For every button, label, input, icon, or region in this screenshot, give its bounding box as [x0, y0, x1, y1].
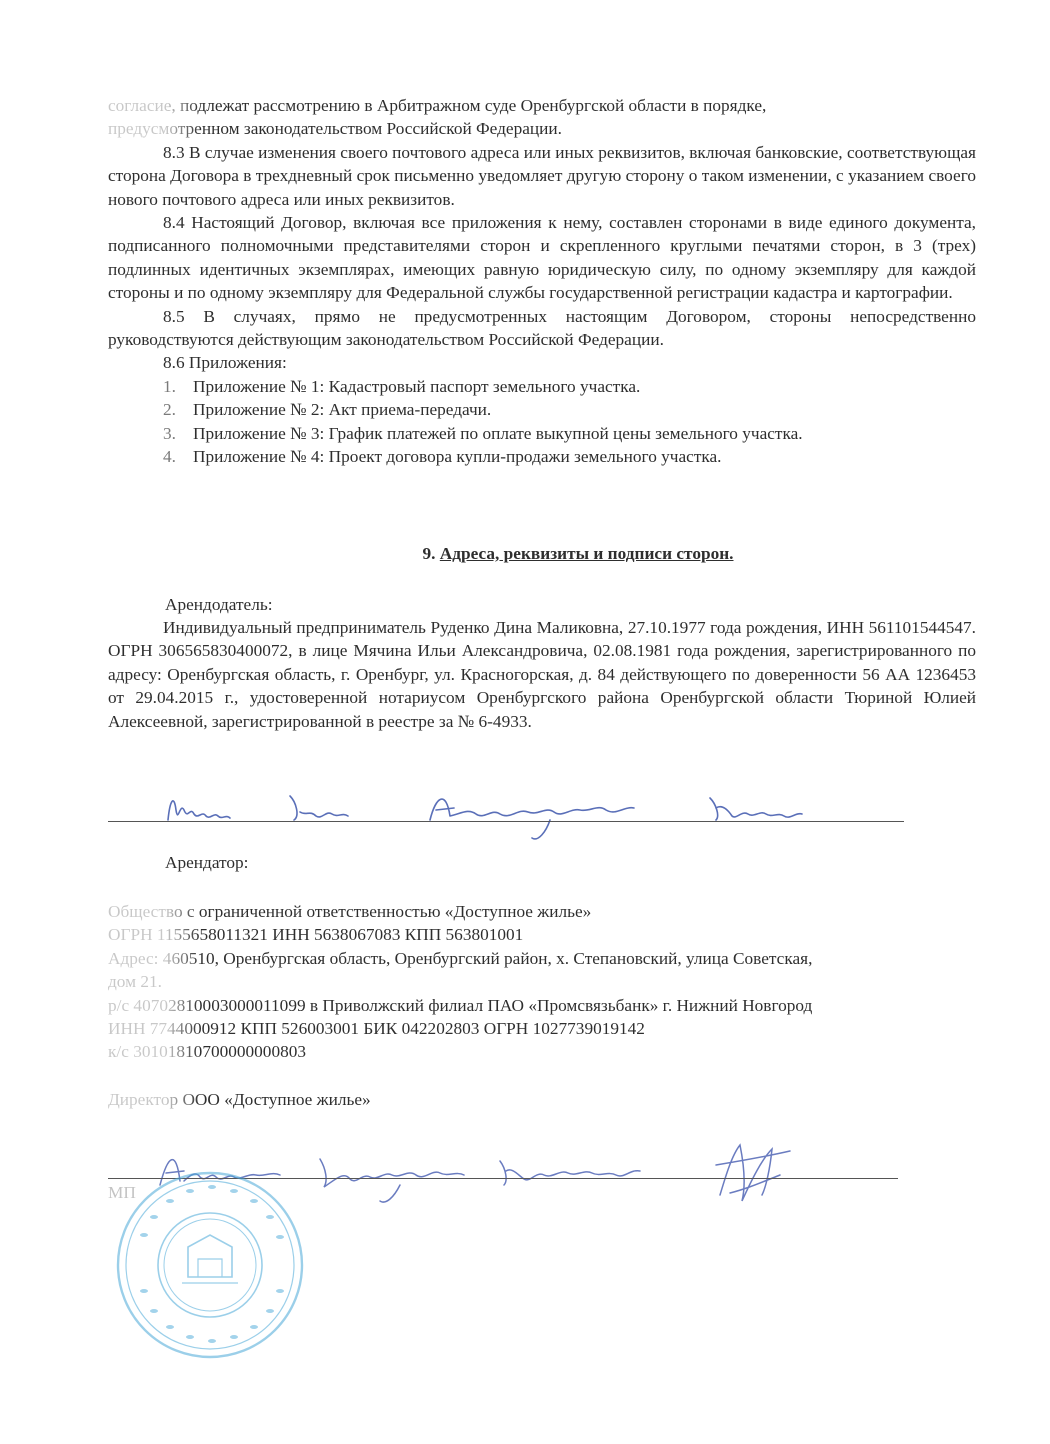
intro-line-1: согласие, подлежат рассмотрению в Арбитражном суде Оренбургской области в порядке,: [108, 94, 976, 117]
clause-8-4: 8.4 Настоящий Договор, включая все приложения к нему, составлен сторонами в виде единого документа, подписанного полномочными представителями сторон и скрепленного круглыми печатями сторон, в 3 (трех) подлинных идентичных экземплярах, имеющих равную юридическую силу, по одному экземпляру для каждой стороны и по одному экземпляру для Федеральной службы государственной регистрации кадастра и картографии.: [108, 213, 976, 303]
appendix-text: Приложение № 3: График платежей по оплате выкупной цены земельного участка.: [193, 423, 803, 443]
appendix-item-3: [108, 422, 976, 445]
appendix-number: 3.: [163, 423, 176, 443]
section-9-heading: Адреса, реквизиты и подписи сторон.: [439, 544, 734, 563]
clause-8-6: 8.6 Приложения:: [163, 353, 287, 373]
appendix-number: 4.: [163, 447, 176, 467]
landlord-signature-line: [108, 821, 904, 822]
clause-8-5: 8.5 В случаях, прямо не предусмотренных настоящим Договором, стороны непосредственно руководствуются действующим законодательством Российской Федерации.: [108, 306, 976, 350]
appendix-number: 2.: [163, 400, 176, 420]
appendix-text: Приложение № 4: Проект договора купли-продажи земельного участка.: [193, 447, 722, 467]
tenant-line-7: к/с 30101810700000000803: [108, 1040, 976, 1063]
tenant-label: Арендатор:: [165, 853, 249, 872]
tenant-line-1: Общество с ограниченной ответственностью «Доступное жилье»: [108, 900, 976, 923]
company-stamp: [110, 1165, 310, 1365]
clause-8-3: 8.3 В случае изменения своего почтового адреса или иных реквизитов, включая банковские, соответствующая сторона Договора в трехдневный срок письменно уведомляет другую сторону о таком изменении, с указанием своего нового почтового адреса или иных реквизитов.: [108, 142, 976, 209]
landlord-label: Арендодатель:: [165, 595, 273, 614]
director-title: Директор ООО «Доступное жилье»: [108, 1088, 976, 1111]
landlord-signature: [150, 780, 830, 850]
appendix-text: Приложение № 1: Кадастровый паспорт земельного участка.: [193, 376, 641, 396]
intro-line-2: предусмотренном законодательством Российской Федерации.: [108, 117, 976, 140]
section-9-number: 9.: [422, 544, 436, 563]
seal-place-label: МП: [108, 1183, 136, 1202]
section-8: [108, 94, 976, 469]
appendix-number: 1.: [163, 376, 176, 396]
appendix-item-2: [108, 398, 976, 421]
director-block: [108, 1088, 976, 1111]
appendix-item-4: [108, 445, 976, 468]
landlord-text: Индивидуальный предприниматель Руденко Дина Маликовна, 27.10.1977 года рождения, ИНН 561101544547. ОГРН 306565830400072, в лице Мячина Ильи Александровича, 02.08.1981 года рождения, зарегистрированного по адресу: Оренбургская область, г. Оренбург, ул. Красногорская, д. 84 действующего по доверенности 56 АА 1236453 от 29.04.2015 г., удостоверенной нотариусом Оренбургского района Оренбургской области Тюриной Юлией Алексеевной, зарегистрированной в реестре за № 6-4933.: [108, 618, 976, 731]
tenant-line-6: ИНН 7744000912 КПП 526003001 БИК 042202803 ОГРН 1027739019142: [108, 1017, 976, 1040]
landlord-details: [108, 616, 976, 733]
appendix-text: Приложение № 2: Акт приема-передачи.: [193, 400, 492, 420]
section-9-title: [108, 542, 1048, 565]
tenant-line-5: р/с 40702810003000011099 в Приволжский филиал ПАО «Промсвязьбанк» г. Нижний Новгород: [108, 994, 976, 1017]
tenant-details: [108, 900, 976, 1064]
tenant-line-3: Адрес: 460510, Оренбургская область, Оренбургский район, х. Степановский, улица Советская,: [108, 947, 976, 970]
appendix-item-1: [108, 375, 976, 398]
tenant-line-4: дом 21.: [108, 970, 976, 993]
tenant-line-2: ОГРН 1155658011321 ИНН 5638067083 КПП 563801001: [108, 923, 976, 946]
